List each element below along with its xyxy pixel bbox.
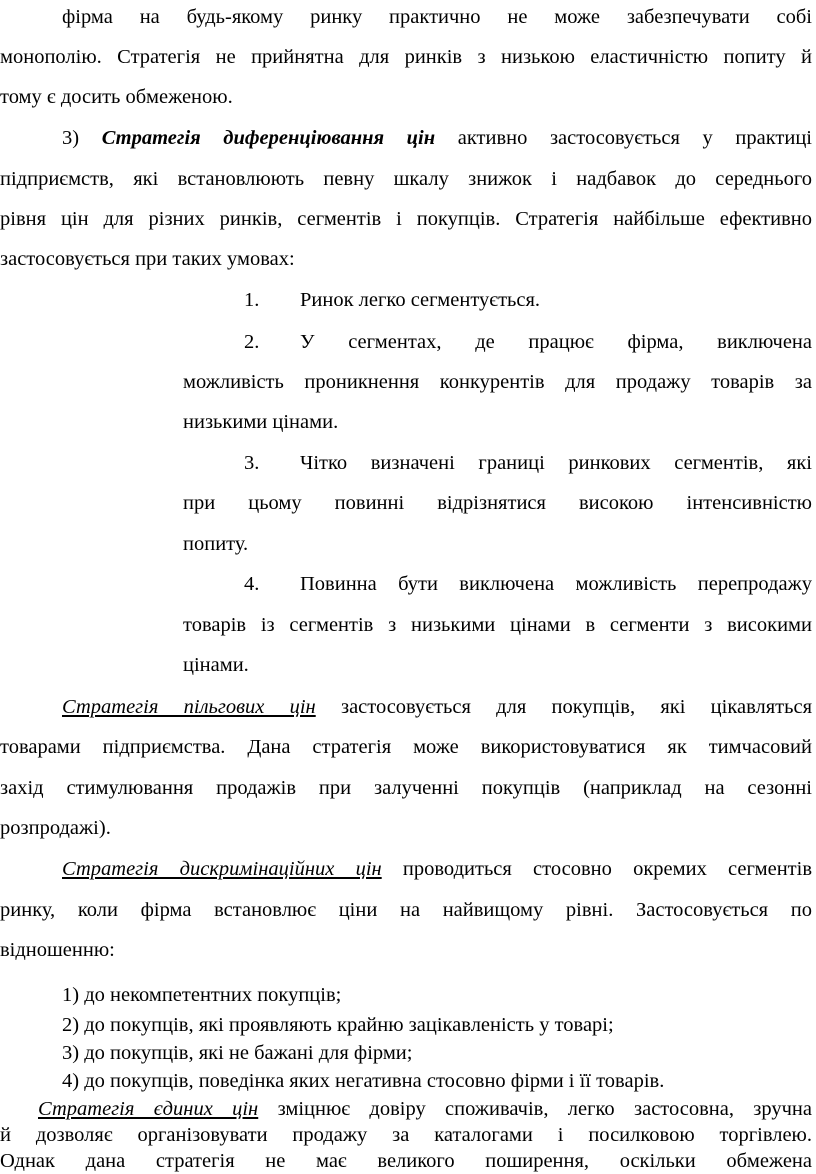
list-item: 1) до некомпетентних покупців; bbox=[62, 984, 342, 1006]
paragraph-line: рівня цін для різних ринків, сегментів і покупців. Стратегія найбільше ефективно bbox=[0, 208, 812, 230]
condition-number: 2. bbox=[244, 331, 260, 353]
line-text: застосовується для покупців, які цікавляться bbox=[340, 696, 812, 718]
condition-line: товарів із сегментів з низькими цінами в сегменти з високими bbox=[183, 614, 812, 636]
paragraph-line bbox=[38, 1096, 812, 1122]
paragraph-line bbox=[62, 694, 812, 720]
list-item: 4) до покупців, поведінка яких негативна стосовно фірми і її товарів. bbox=[62, 1070, 665, 1092]
line-text: проводиться стосовно окремих сегментів bbox=[402, 858, 813, 880]
list-item: 3) до покупців, які не бажані для фірми; bbox=[62, 1042, 413, 1064]
paragraph-line bbox=[62, 125, 812, 151]
paragraph-line: відношенню: bbox=[0, 939, 115, 961]
condition-line: Повинна бути виключена можливість перепродажу bbox=[300, 573, 812, 595]
condition-line: цінами. bbox=[183, 654, 249, 676]
term-heading: Стратегія єдиних цін bbox=[38, 1098, 259, 1120]
paragraph-line: захід стимулювання продажів при залученні покупців (наприклад на сезонні bbox=[0, 777, 812, 799]
line-text: активно застосовується у практиці bbox=[457, 127, 812, 149]
paragraph-line: застосовується при таких умовах: bbox=[0, 248, 295, 270]
paragraph-line: тому є досить обмеженою. bbox=[0, 86, 233, 108]
condition-line: можливість проникнення конкурентів для продажу товарів за bbox=[183, 371, 812, 393]
condition-line: Чітко визначені границі ринкових сегментів, які bbox=[300, 452, 812, 474]
paragraph-line: монополію. Стратегія не прийнятна для ринків з низькою еластичністю попиту й bbox=[0, 46, 812, 68]
condition-number: 3. bbox=[244, 452, 260, 474]
condition-line: попиту. bbox=[183, 533, 249, 555]
term-heading: Стратегія диференціювання цін bbox=[101, 127, 436, 149]
condition-line: Ринок легко сегментується. bbox=[300, 289, 541, 311]
paragraph-line: ринку, коли фірма встановлює ціни на найвищому рівні. Застосовується по bbox=[0, 899, 812, 921]
paragraph-line: розпродажі). bbox=[0, 817, 111, 839]
condition-number: 4. bbox=[244, 573, 260, 595]
condition-line: низькими цінами. bbox=[183, 411, 339, 433]
condition-line: У сегментах, де працює фірма, виключена bbox=[300, 331, 812, 353]
paragraph-line: товарами підприємства. Дана стратегія може використовуватися як тимчасовий bbox=[0, 736, 812, 758]
paragraph-line bbox=[62, 856, 812, 882]
term-heading: Стратегія пільгових цін bbox=[62, 696, 316, 718]
paragraph-line: фірма на будь-якому ринку практично не може забезпечувати собі bbox=[62, 6, 812, 28]
condition-number: 1. bbox=[244, 289, 260, 311]
term-heading: Стратегія дискримінаційних цін bbox=[62, 858, 382, 880]
item-number: 3) bbox=[62, 127, 80, 149]
condition-line: при цьому повинні відрізнятися високою інтенсивністю bbox=[183, 492, 812, 514]
paragraph-line: й дозволяє організовувати продажу за каталогами і посилковою торгівлею. bbox=[0, 1124, 812, 1146]
list-item: 2) до покупців, які проявляють крайню зацікавленість у товарі; bbox=[62, 1014, 614, 1036]
line-text: зміцнює довіру споживачів, легко застосовна, зручна bbox=[277, 1098, 813, 1120]
paragraph-line: підприємств, які встановлюють певну шкалу знижок і надбавок до середнього bbox=[0, 168, 812, 190]
paragraph-line: Однак дана стратегія не має великого поширення, оскільки обмежена bbox=[0, 1150, 812, 1172]
